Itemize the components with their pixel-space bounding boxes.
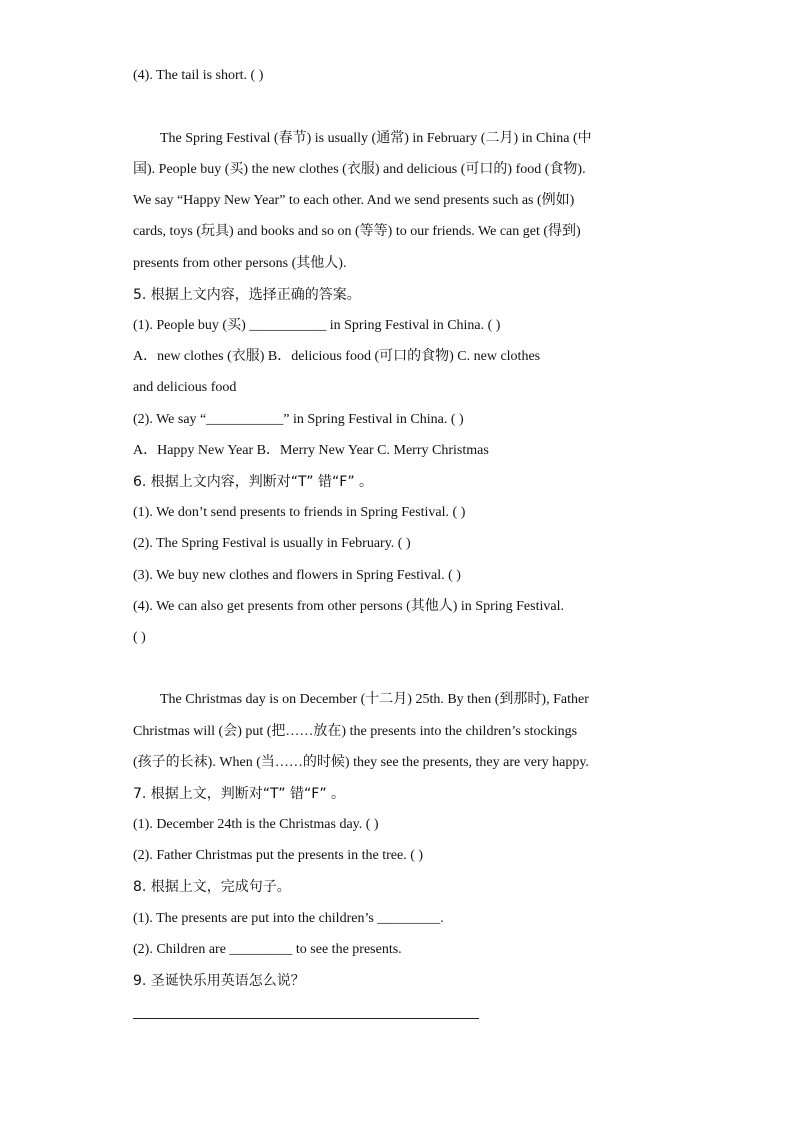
section5-heading: 5. 根据上文内容，选择正确的答案。: [133, 287, 361, 303]
section7-heading: 7. 根据上文，判断对“T” 错“F” 。: [133, 786, 346, 802]
passage1-line2: 国). People buy (买) the new clothes (衣服) and delicious (可口的) food (食物).: [133, 162, 586, 177]
passage1-line1: The Spring Festival (春节) is usually (通常) in February (二月) in China (中: [160, 131, 592, 146]
s6-q3: (3). We buy new clothes and flowers in Spring Festival. ( ): [133, 568, 461, 583]
s5-q1: (1). People buy (买) ___________ in Spring Festival in China. ( ): [133, 318, 501, 333]
answer-line: [133, 1018, 479, 1019]
s5-q1-options-cont: and delicious food: [133, 380, 237, 395]
section8-heading: 8. 根据上文，完成句子。: [133, 879, 291, 895]
passage2-line1: The Christmas day is on December (十二月) 25th. By then (到那时), Father: [160, 692, 589, 707]
q4-tail-short: (4). The tail is short. ( ): [133, 68, 264, 83]
s6-q4: (4). We can also get presents from other persons (其他人) in Spring Festival.: [133, 599, 564, 614]
passage1-line5: presents from other persons (其他人).: [133, 256, 347, 271]
s8-q1: (1). The presents are put into the children’s _________.: [133, 911, 444, 926]
passage2-line3: (孩子的长袜). When (当……的时候) they see the presents, they are very happy.: [133, 755, 589, 770]
s5-q1-options: A．new clothes (衣服) B．delicious food (可口的食物) C. new clothes: [133, 349, 541, 364]
passage1-line3: We say “Happy New Year” to each other. And we send presents such as (例如): [133, 193, 575, 208]
section9-heading: 9. 圣诞快乐用英语怎么说？: [133, 973, 305, 989]
s6-q2: (2). The Spring Festival is usually in February. ( ): [133, 536, 411, 551]
s6-q4-blank: ( ): [133, 630, 146, 645]
s5-q2: (2). We say “___________” in Spring Festival in China. ( ): [133, 412, 464, 427]
s7-q2: (2). Father Christmas put the presents in the tree. ( ): [133, 848, 424, 863]
passage2-line2: Christmas will (会) put (把……放在) the presents into the children’s stockings: [133, 724, 578, 739]
s5-q2-options: A．Happy New Year B．Merry New Year C. Merry Christmas: [133, 443, 489, 458]
section6-heading: 6. 根据上文内容，判断对“T” 错“F” 。: [133, 474, 374, 490]
s6-q1: (1). We don’t send presents to friends in Spring Festival. ( ): [133, 505, 466, 520]
s7-q1: (1). December 24th is the Christmas day. ( ): [133, 817, 379, 832]
s8-q2: (2). Children are _________ to see the presents.: [133, 942, 402, 957]
passage1-line4: cards, toys (玩具) and books and so on (等等) to our friends. We can get (得到): [133, 224, 581, 239]
